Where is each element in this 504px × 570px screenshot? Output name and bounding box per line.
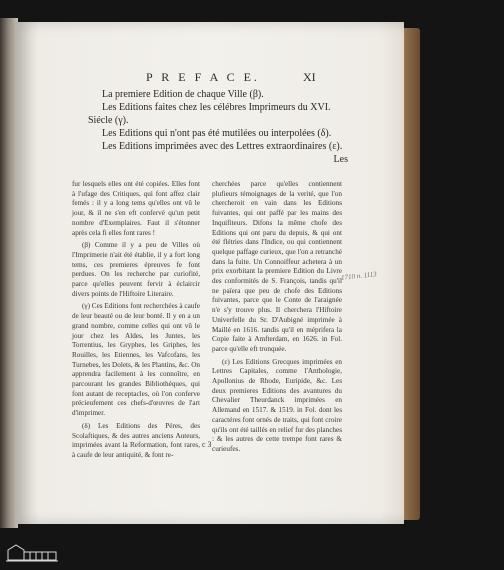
footnote-column-right (212, 180, 342, 458)
intro-list (88, 88, 348, 166)
running-title: P R E F A C E. (146, 70, 260, 84)
intro-line: Siécle (γ). (88, 115, 129, 126)
library-building-icon (4, 540, 60, 564)
signature-mark: c 3 (202, 440, 212, 449)
handwritten-margin-note: 1710 n. 1113 (340, 270, 378, 282)
footnote-paragraph: cherchées parce qu'elles contiennent plufieurs témoignages de la verité, que l'on chercheroit en vain dans les Editions fuivantes, qui ont paffé par les mains des Inquifiteurs. Difons la même chofe des Editions qui ont paru du depuis, & qui ont été flétries dans l'Indice, ou qui contiennent quelque paffage curieux, que l'on a retranché dans la fuite. Un Connoiffeur achetera à un prix exorbitant la premiere Edition du Livre des conformités de S. François, tandis qu'il ne païera que peu de chofe des Editions fuivantes, parce que le Conte de l'araignée n'e s'y trouve plus. Il cherchera l'Hiftoire Univerfelle du Sr. D'Aubigné imprimée à Maillé en 1616. tandis qu'il en méprifera la Copie faite à Amfterdam, en 1626. in Fol. parce qu'elle eft tronquée. (212, 180, 342, 353)
running-header (16, 70, 404, 86)
book-page (16, 22, 404, 524)
footnote-paragraph: fur lesquels elles ont été copiées. Elles font à l'ufage des Critiques, qui font affez clair femés : il y a long tems qu'elles ont vû le jour, & il ne s'en eft confervé qu'un petit nombre d'Exemplaires. Faut il s'étonner après cela fi elles font rares ! (72, 180, 200, 237)
footnote-column-left (72, 180, 200, 464)
footnote-paragraph: (γ) Ces Editions font recherchées à caufe de leur beauté ou de leur bonté. Il y en a un grand nombre, comme celles qui ont vû le jour chez les Aldes, les Juntes, les Torrentius, les Gryphes, les Griphes, les Rouilles, les Etiennes, les Vafcofans, les Turnebes, les Dolets, & les Plantins, &c. On apprendra facilement à les connoître, en parcourant les grandes Bibliothéques, qui font autant de receptacles, où l'on conferve précieufement ces chefs-d'œuvres de l'art d'imprimer. (72, 302, 200, 418)
intro-line: Les Editions qui n'ont pas été mutilées ou interpolées (δ). (102, 128, 332, 139)
page-number: XI (303, 70, 316, 84)
intro-line: La premiere Edition de chaque Ville (β). (102, 89, 264, 100)
footnote-paragraph: (δ) Les Editions des Péres, des Scolaftiques, & des autres anciens Auteurs, imprimées avant la Reformation, font rares, à caufe de leur antiquité, & font re- (72, 421, 200, 459)
footnote-paragraph: (β) Comme il y a peu de Villes où l'Imprimerie n'ait été établie, il y a fort long tems, ces premieres épreuves fe font perdues. On les recherche par curiofité, parce qu'elles peuvent fervir à éclaircir divers points de l'Hiftoire Literaire. (72, 241, 200, 298)
intro-line: Les Editions imprimées avec des Lettres extraordinaires (ε). (102, 141, 343, 152)
catchword: Les (333, 154, 348, 165)
intro-line: Les Editions faites chez les célébres Imprimeurs du XVI. (102, 102, 331, 113)
footnote-paragraph: (ε) Les Editions Grecques imprimées en Lettres Capitales, comme l'Anthologie, Apollonius de Rhode, Euripide, &c. Les deux premieres Editions des avantures du Chevalier Theurdanck imprimées en Allemand en 1517. & 1519. in Fol. dont les caractéres font ornés de traits, qui font croire qu'ils ont été taillés en relief fur des planches : & les autres de cette trempe font rares & curieufes. (212, 357, 342, 453)
